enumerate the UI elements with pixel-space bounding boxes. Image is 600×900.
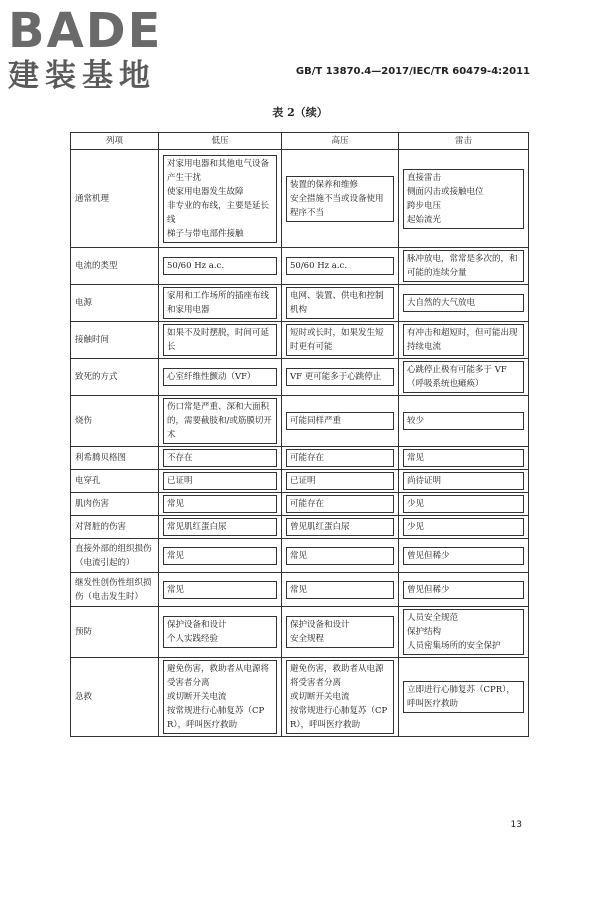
high-voltage-cell <box>282 248 399 285</box>
cell-text: 大自然的大气放电 <box>403 294 524 312</box>
high-voltage-cell <box>282 573 399 607</box>
cell-text: 避免伤害，救助者从电源将受害者分离 或切断开关电流 按常规进行心肺复苏（CPR），呼叫医疗救助 <box>163 660 277 734</box>
header-cell: 高压 <box>282 133 399 150</box>
lightning-cell <box>399 470 529 493</box>
cell-text: 脉冲放电，常常是多次的，和可能的连续分量 <box>403 250 524 282</box>
high-voltage-cell <box>282 470 399 493</box>
high-voltage-cell <box>282 396 399 447</box>
table-row <box>71 470 529 493</box>
table-row <box>71 607 529 658</box>
category-cell: 通常机理 <box>71 150 159 248</box>
cell-text: 已证明 <box>286 472 394 490</box>
cell-text: 曾见但稀少 <box>403 581 524 599</box>
lightning-cell <box>399 539 529 573</box>
high-voltage-cell <box>282 516 399 539</box>
cell-text: 少见 <box>403 495 524 513</box>
table-row <box>71 396 529 447</box>
high-voltage-cell <box>282 493 399 516</box>
low-voltage-cell <box>159 396 282 447</box>
low-voltage-cell <box>159 447 282 470</box>
category-cell: 继发性创伤性组织损伤（电击发生时） <box>71 573 159 607</box>
logo-subtitle: 建装基地 <box>8 58 156 94</box>
cell-text: 保护设备和设计 安全规程 <box>286 616 394 648</box>
table-row <box>71 447 529 470</box>
header-cell: 低压 <box>159 133 282 150</box>
cell-text: 心室纤维性颤动（VF） <box>163 368 277 386</box>
high-voltage-cell <box>282 150 399 248</box>
comparison-table <box>70 132 529 737</box>
cell-text: 电网、装置、供电和控制机构 <box>286 287 394 319</box>
brand-logo <box>8 3 178 94</box>
category-cell: 肌肉伤害 <box>71 493 159 516</box>
page-number: 13 <box>510 820 522 830</box>
low-voltage-cell <box>159 359 282 396</box>
table-row <box>71 516 529 539</box>
high-voltage-cell <box>282 658 399 737</box>
cell-text: 常见 <box>163 495 277 513</box>
header-cell: 列项 <box>71 133 159 150</box>
lightning-cell <box>399 285 529 322</box>
cell-text: 曾见但稀少 <box>403 547 524 565</box>
cell-text: 常见 <box>163 581 277 599</box>
cell-text: 曾见肌红蛋白尿 <box>286 518 394 536</box>
cell-text: 心跳停止极有可能多于 VF（呼吸系统也瘫痪） <box>403 361 524 393</box>
cell-text: 可能同样严重 <box>286 412 394 430</box>
table-header-row <box>71 133 529 150</box>
lightning-cell <box>399 573 529 607</box>
table-row <box>71 248 529 285</box>
cell-text: 避免伤害，救助者从电源将受害者分离 或切断开关电流 按常规进行心肺复苏（CPR），呼叫医疗救助 <box>286 660 394 734</box>
high-voltage-cell <box>282 322 399 359</box>
cell-text: 50/60 Hz a.c. <box>163 257 277 275</box>
cell-text: 不存在 <box>163 449 277 467</box>
table-row <box>71 573 529 607</box>
table-row <box>71 359 529 396</box>
category-cell: 利希腾贝格图 <box>71 447 159 470</box>
cell-text: 保护设备和设计 个人实践经验 <box>163 616 277 648</box>
cell-text: 如果不及时摆脱，时间可延长 <box>163 324 277 356</box>
standard-code: GB/T 13870.4—2017/IEC/TR 60479-4:2011 <box>295 66 530 77</box>
table-title: 表 2（续） <box>272 106 328 119</box>
cell-text: 伤口常是严重、深和大面积的，需要截肢和/或筋膜切开术 <box>163 398 277 444</box>
cell-text: 尚待证明 <box>403 472 524 490</box>
lightning-cell <box>399 396 529 447</box>
lightning-cell <box>399 248 529 285</box>
low-voltage-cell <box>159 516 282 539</box>
cell-text: 立即进行心肺复苏（CPR），呼叫医疗救助 <box>403 681 524 713</box>
high-voltage-cell <box>282 607 399 658</box>
category-cell: 接触时间 <box>71 322 159 359</box>
category-cell: 烧伤 <box>71 396 159 447</box>
cell-text: 已证明 <box>163 472 277 490</box>
category-cell: 急救 <box>71 658 159 737</box>
cell-text: 可能存在 <box>286 495 394 513</box>
table-row <box>71 322 529 359</box>
low-voltage-cell <box>159 493 282 516</box>
category-cell: 电源 <box>71 285 159 322</box>
table-row <box>71 658 529 737</box>
low-voltage-cell <box>159 322 282 359</box>
cell-text: 有冲击和超短时，但可能出现持续电流 <box>403 324 524 356</box>
cell-text: 较少 <box>403 412 524 430</box>
cell-text: VF 更可能多于心跳停止 <box>286 368 394 386</box>
high-voltage-cell <box>282 539 399 573</box>
cell-text: 常见 <box>163 547 277 565</box>
low-voltage-cell <box>159 539 282 573</box>
lightning-cell <box>399 359 529 396</box>
cell-text: 可能存在 <box>286 449 394 467</box>
cell-text: 常见 <box>286 581 394 599</box>
cell-text: 少见 <box>403 518 524 536</box>
logo-brand-text: BADE <box>8 3 163 59</box>
low-voltage-cell <box>159 285 282 322</box>
cell-text: 常见 <box>286 547 394 565</box>
cell-text: 50/60 Hz a.c. <box>286 257 394 275</box>
table-row <box>71 285 529 322</box>
table-row <box>71 493 529 516</box>
lightning-cell <box>399 516 529 539</box>
cell-text: 直接雷击 侧面闪击或接触电位 跨步电压 起始流光 <box>403 169 524 229</box>
high-voltage-cell <box>282 359 399 396</box>
cell-text: 常见 <box>403 449 524 467</box>
lightning-cell <box>399 607 529 658</box>
lightning-cell <box>399 322 529 359</box>
cell-text: 装置的保养和维修 安全措施不当或设备使用程序不当 <box>286 176 394 222</box>
cell-text: 人员安全规范 保护结构 人员密集场所的安全保护 <box>403 609 524 655</box>
low-voltage-cell <box>159 470 282 493</box>
cell-text: 短时或长时，如果发生短时更有可能 <box>286 324 394 356</box>
category-cell: 预防 <box>71 607 159 658</box>
cell-text: 常见肌红蛋白尿 <box>163 518 277 536</box>
category-cell: 致死的方式 <box>71 359 159 396</box>
header-cell: 雷击 <box>399 133 529 150</box>
lightning-cell <box>399 447 529 470</box>
lightning-cell <box>399 658 529 737</box>
cell-text: 对家用电器和其他电气设备产生干扰 使家用电器发生故障 非专业的布线，主要是延长线 梯子与带电部件接触 <box>163 155 277 243</box>
table-row <box>71 150 529 248</box>
high-voltage-cell <box>282 285 399 322</box>
cell-text: 家用和工作场所的插座布线和家用电器 <box>163 287 277 319</box>
category-cell: 电流的类型 <box>71 248 159 285</box>
lightning-cell <box>399 150 529 248</box>
high-voltage-cell <box>282 447 399 470</box>
category-cell: 对肾脏的伤害 <box>71 516 159 539</box>
low-voltage-cell <box>159 658 282 737</box>
low-voltage-cell <box>159 607 282 658</box>
category-cell: 电穿孔 <box>71 470 159 493</box>
lightning-cell <box>399 493 529 516</box>
table-row <box>71 539 529 573</box>
low-voltage-cell <box>159 150 282 248</box>
category-cell: 直接外部的组织损伤（电流引起的） <box>71 539 159 573</box>
table-body <box>71 150 529 737</box>
low-voltage-cell <box>159 248 282 285</box>
low-voltage-cell <box>159 573 282 607</box>
